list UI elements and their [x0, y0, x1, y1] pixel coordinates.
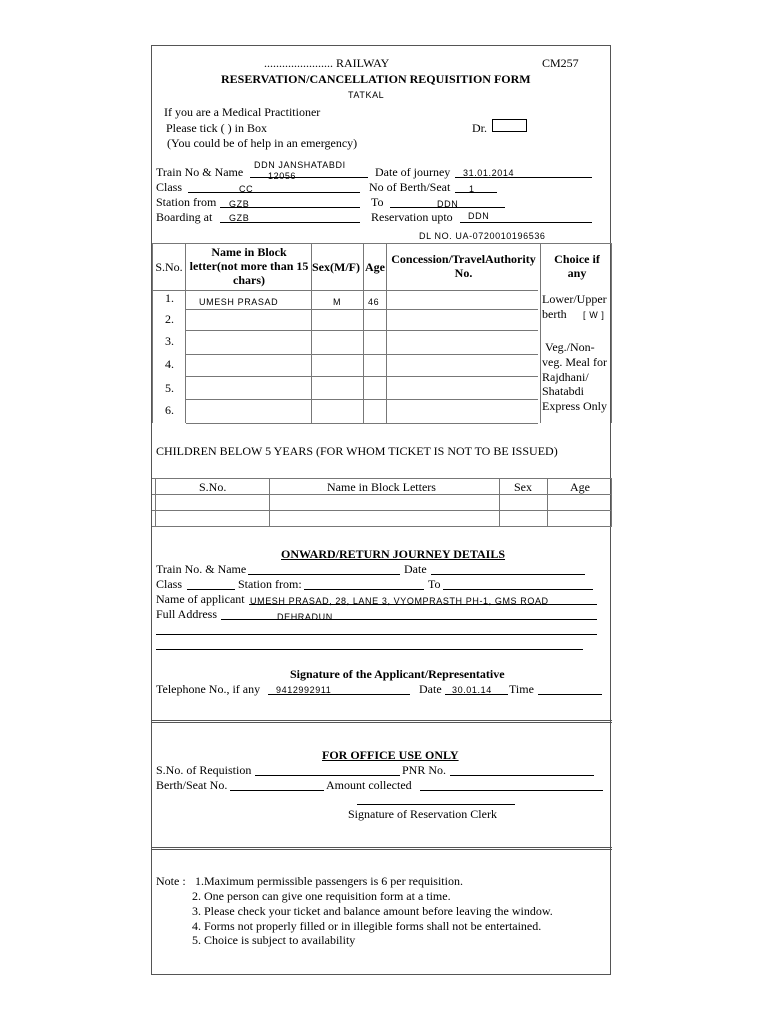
- row-1-sno: 1.: [165, 291, 174, 305]
- railway-label: ....................... RAILWAY: [264, 56, 390, 70]
- office-title: FOR OFFICE USE ONLY: [322, 748, 459, 762]
- choice-berth-1: Lower/Upper: [542, 292, 607, 306]
- header-sno: S.No.: [155, 260, 183, 274]
- clerk-signature-label: Signature of Reservation Clerk: [348, 807, 497, 821]
- boarding-value[interactable]: GZB: [229, 213, 250, 223]
- to-label: To: [371, 195, 384, 209]
- note-1: 1.Maximum permissible passengers is 6 per requisition.: [195, 874, 463, 888]
- class-value[interactable]: CC: [239, 184, 254, 194]
- header-choice: Choice if any: [554, 252, 600, 280]
- onward-class-label: Class: [156, 577, 183, 591]
- row-3-sno: 3.: [165, 334, 174, 348]
- applicant-value[interactable]: UMESH PRASAD, 28, LANE 3, VYOMPRASTH PH-1, GMS ROAD: [250, 596, 549, 606]
- note-3: 3. Please check your ticket and balance amount before leaving the window.: [192, 904, 553, 918]
- date-of-journey-label: Date of journey: [375, 165, 451, 179]
- header-sex: Sex(M/F): [312, 260, 360, 274]
- table-top-border: [152, 243, 612, 244]
- children-header-age: Age: [570, 480, 590, 494]
- header-name: Name in Block letter(not more than 15 chars): [189, 245, 309, 287]
- children-header-sex: Sex: [514, 480, 532, 494]
- separator-1: [152, 720, 612, 723]
- header-age: Age: [365, 260, 385, 274]
- class-line: [188, 192, 360, 193]
- station-from-value[interactable]: GZB: [229, 199, 250, 209]
- medical-line-1: If you are a Medical Practitioner: [164, 105, 321, 119]
- address-label: Full Address: [156, 607, 218, 621]
- amount-label: Amount collected: [326, 778, 412, 792]
- train-label: Train No & Name: [156, 165, 244, 179]
- train-value-2[interactable]: 12056: [268, 171, 297, 181]
- form-title: RESERVATION/CANCELLATION REQUISITION FORM: [221, 72, 531, 86]
- phone-value[interactable]: 9412992911: [276, 685, 332, 695]
- form-code: CM257: [542, 56, 579, 70]
- table-header-bottom: [152, 290, 538, 291]
- medical-line-3: (You could be of help in an emergency): [167, 136, 358, 150]
- choice-meal-5: Express Only: [542, 399, 607, 413]
- note-2: 2. One person can give one requisition form at a time.: [192, 889, 451, 903]
- pnr-label: PNR No.: [402, 763, 447, 777]
- onward-station-label: Station from:: [238, 577, 302, 591]
- children-header-name: Name in Block Letters: [327, 480, 436, 494]
- choice-meal-3: Rajdhani/: [542, 370, 589, 384]
- onward-train-label: Train No. & Name: [156, 562, 247, 576]
- choice-berth-value[interactable]: [ W ]: [583, 310, 605, 320]
- station-from-label: Station from: [156, 195, 217, 209]
- class-label: Class: [156, 180, 183, 194]
- reservation-upto-line: [460, 222, 592, 223]
- children-title: CHILDREN BELOW 5 YEARS (FOR WHOM TICKET IS NOT TO BE ISSUED): [156, 444, 558, 458]
- requisition-label: S.No. of Requistion: [156, 763, 252, 777]
- row-6-sno: 6.: [165, 403, 174, 417]
- note-prefix: Note :: [156, 874, 186, 888]
- row-5-sno: 5.: [165, 381, 174, 395]
- boarding-label: Boarding at: [156, 210, 213, 224]
- choice-meal-1: Veg./Non-: [545, 340, 595, 354]
- choice-meal-4: Shatabdi: [542, 384, 584, 398]
- header-concession: Concession/TravelAuthority No.: [391, 252, 536, 280]
- medical-line-2: Please tick ( ) in Box: [166, 121, 267, 135]
- children-header-sno: S.No.: [199, 480, 227, 494]
- row-1-name[interactable]: UMESH PRASAD: [199, 297, 279, 307]
- signature-date-value[interactable]: 30.01.14: [452, 685, 492, 695]
- reservation-upto-value[interactable]: DDN: [468, 211, 490, 221]
- reservation-upto-label: Reservation upto: [371, 210, 453, 224]
- to-value[interactable]: DDN: [437, 199, 459, 209]
- doctor-tick-box[interactable]: [492, 119, 527, 132]
- note-4: 4. Forms not properly filled or in illegible forms shall not be entertained.: [192, 919, 542, 933]
- row-1-sex[interactable]: M: [333, 297, 342, 307]
- dr-label: Dr.: [472, 121, 487, 135]
- train-value-1[interactable]: DDN JANSHATABDI: [254, 160, 346, 170]
- date-of-journey-value[interactable]: 31.01.2014: [463, 168, 515, 178]
- separator-2: [152, 847, 612, 850]
- time-label: Time: [509, 682, 534, 696]
- berth-value[interactable]: 1: [469, 184, 475, 194]
- dl-number: DL NO. UA-0720010196536: [419, 231, 546, 241]
- onward-date-label: Date: [404, 562, 427, 576]
- row-1-age[interactable]: 46: [368, 297, 380, 307]
- onward-title: ONWARD/RETURN JOURNEY DETAILS: [281, 547, 506, 561]
- onward-to-label: To: [428, 577, 441, 591]
- row-4-sno: 4.: [165, 357, 174, 371]
- address-value[interactable]: DEHRADUN: [277, 612, 333, 622]
- berth-line: [455, 192, 497, 193]
- choice-berth-2: berth: [542, 307, 567, 321]
- office-berth-label: Berth/Seat No.: [156, 778, 228, 792]
- note-5: 5. Choice is subject to availability: [192, 933, 356, 947]
- tatkal-label: TATKAL: [348, 90, 385, 100]
- phone-label: Telephone No., if any: [156, 682, 261, 696]
- applicant-label: Name of applicant: [156, 592, 245, 606]
- signature-title: Signature of the Applicant/Representative: [290, 667, 505, 681]
- signature-date-label: Date: [419, 682, 442, 696]
- choice-meal-2: veg. Meal for: [542, 355, 607, 369]
- berth-label: No of Berth/Seat: [369, 180, 451, 194]
- row-2-sno: 2.: [165, 312, 174, 326]
